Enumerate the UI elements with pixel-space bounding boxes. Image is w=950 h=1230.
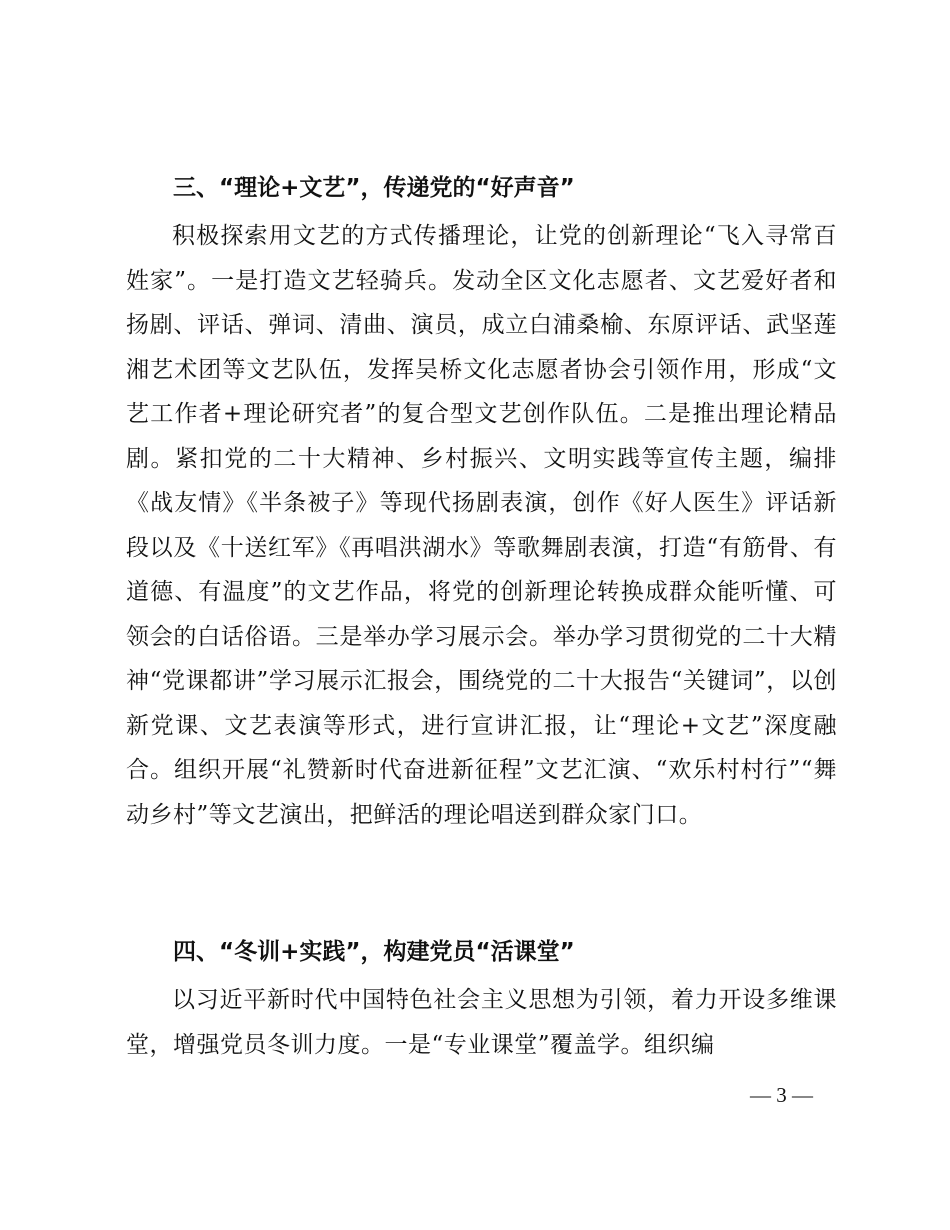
- section-paragraph-4: 以习近平新时代中国特色社会主义思想为引领，着力开设多维课堂，增强党员冬训力度。一是“专业课堂”覆盖学。组织编: [126, 987, 837, 1058]
- section-paragraph-3: 积极探索用文艺的方式传播理论，让党的创新理论“飞入寻常百姓家”。一是打造文艺轻骑兵。发动全区文化志愿者、文艺爱好者和扬剧、评话、弹词、清曲、演员，成立白浦桑榆、东原评话、武坚莲湘艺术团等文艺队伍，发挥吴桥文化志愿者协会引领作用，形成“文艺工作者+理论研究者”的复合型文艺创作队伍。二是推出理论精品剧。紧扣党的二十大精神、乡村振兴、文明实践等宣传主题，编排《战友情》《半条被子》等现代扬剧表演，创作《好人医生》评话新段以及《十送红军》《再唱洪湖水》等歌舞剧表演，打造“有筋骨、有道德、有温度”的文艺作品，将党的创新理论转换成群众能听懂、可领会的白话俗语。三是举办学习展示会。举办学习贯彻党的二十大精神“党课都讲”学习展示汇报会，围绕党的二十大报告“关键词”，以创新党课、文艺表演等形式，进行宣讲汇报，让“理论+文艺”深度融合。组织开展“礼赞新时代奋进新征程”文艺汇演、“欢乐村村行”“舞动乡村”等文艺演出，把鲜活的理论唱送到群众家门口。: [126, 223, 837, 828]
- section-heading-4: 四、“冬训+实践”，构建党员“活课堂”: [173, 939, 575, 965]
- section-heading-3: 三、“理论+文艺”，传递党的“好声音”: [173, 175, 575, 201]
- page-number: — 3 —: [750, 1083, 813, 1107]
